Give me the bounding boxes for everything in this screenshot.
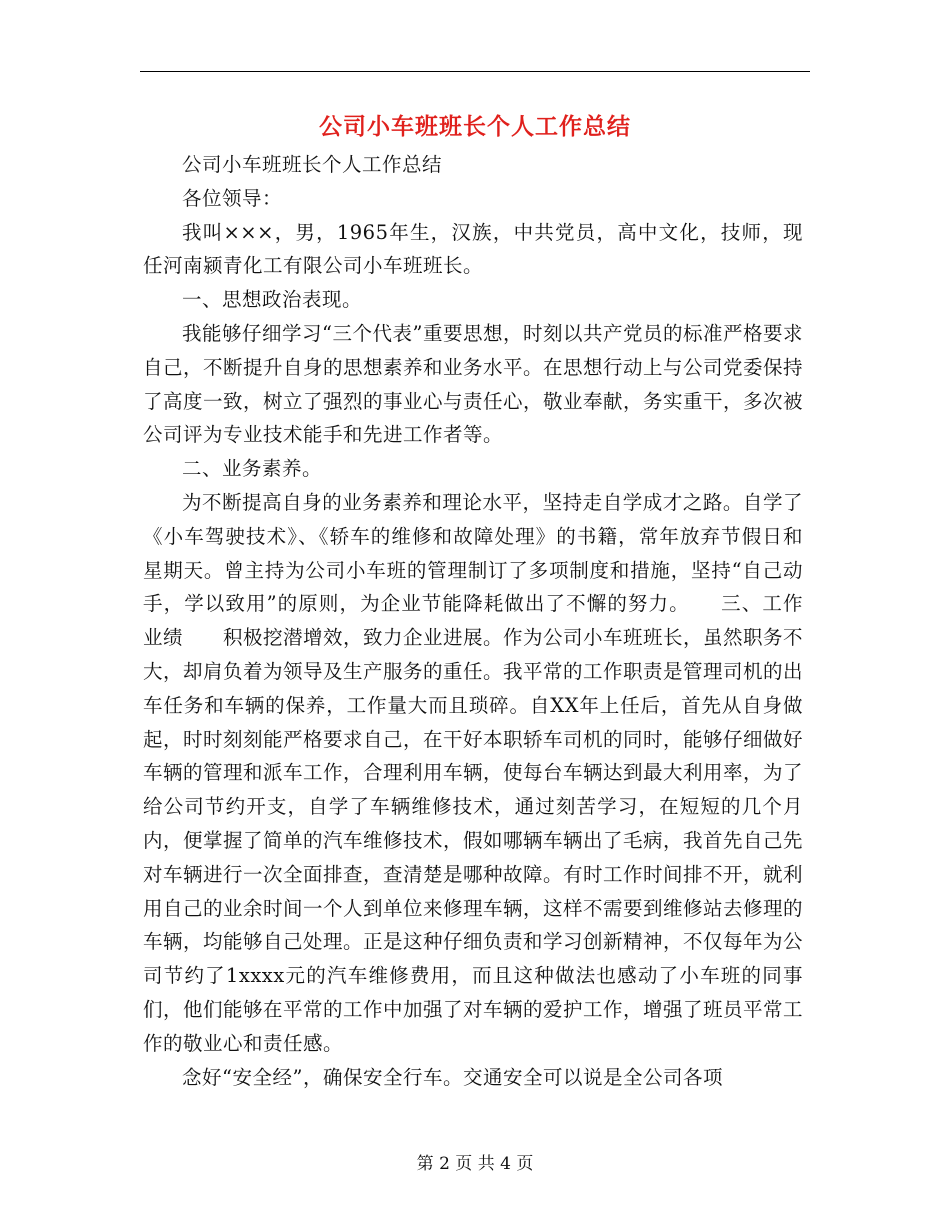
paragraph-safety: 念好“安全经”，确保安全行车。交通安全可以说是全公司各项 (182, 1065, 723, 1089)
document-body (143, 148, 803, 1094)
paragraph-political: 我能够仔细学习“三个代表”重要思想，时刻以共产党员的标准严格要求自己，不断提升自身的思想素养和业务水平。在思想行动上与公司党委保持了高度一致，树立了强烈的事业心与责任心，敬业奉献，务实重干，多次被公司评为专业技术能手和先进工作者等。 (143, 321, 804, 447)
header-rule (140, 71, 810, 72)
paragraph-professional-and-achievements: 为不断提高自身的业务素养和理论水平，坚持走自学成才之路。自学了《小车驾驶技术》、《轿车的维修和故障处理》的书籍，常年放弃节假日和星期天。曾主持为公司小车班的管理制订了多项制度和措施，坚持“自己动手，学以致用”的原则，为企业节能降耗做出了不懈的努力。 三、工作业绩 积极挖潜增效，致力企业进展。作为公司小车班班长，虽然职务不大，却肩负着为领导及生产服务的重任。我平常的工作职责是管理司机的出车任务和车辆的保养，工作量大而且琐碎。自XX年上任后，首先从自身做起，时时刻刻能严格要求自己，在干好本职轿车司机的同时，能够仔细做好车辆的管理和派车工作，合理利用车辆，使每台车辆达到最大利用率，为了给公司节约开支，自学了车辆维修技术，通过刻苦学习，在短短的几个月内，便掌握了简单的汽车维修技术，假如哪辆车辆出了毛病，我首先自己先对车辆进行一次全面排查，查清楚是哪种故障。有时工作时间排不开，就利用自己的业余时间一个人到单位来修理车辆，这样不需要到维修站去修理的车辆，均能够自己处理。正是这种仔细负责和学习创新精神，不仅每年为公司节约了1xxxx元的汽车维修费用，而且这种做法也感动了小车班的同事们，他们能够在平常的工作中加强了对车辆的爱护工作，增强了班员平常工作的敬业心和责任感。 (143, 490, 804, 1055)
section-heading-political: 一、思想政治表现。 (182, 288, 363, 312)
section-heading-professional: 二、业务素养。 (182, 457, 323, 481)
paragraph-subtitle: 公司小车班班长个人工作总结 (182, 153, 443, 176)
paragraph-introduction: 我叫×××，男，1965年生，汉族，中共党员，高中文化，技师，现任河南颍青化工有限公司小车班班长。 (143, 220, 803, 278)
document-title: 公司小车班班长个人工作总结 (319, 114, 631, 140)
paragraph-salutation: 各位领导： (182, 186, 283, 210)
page-number-footer: 第 2 页 共 4 页 (416, 1154, 534, 1174)
